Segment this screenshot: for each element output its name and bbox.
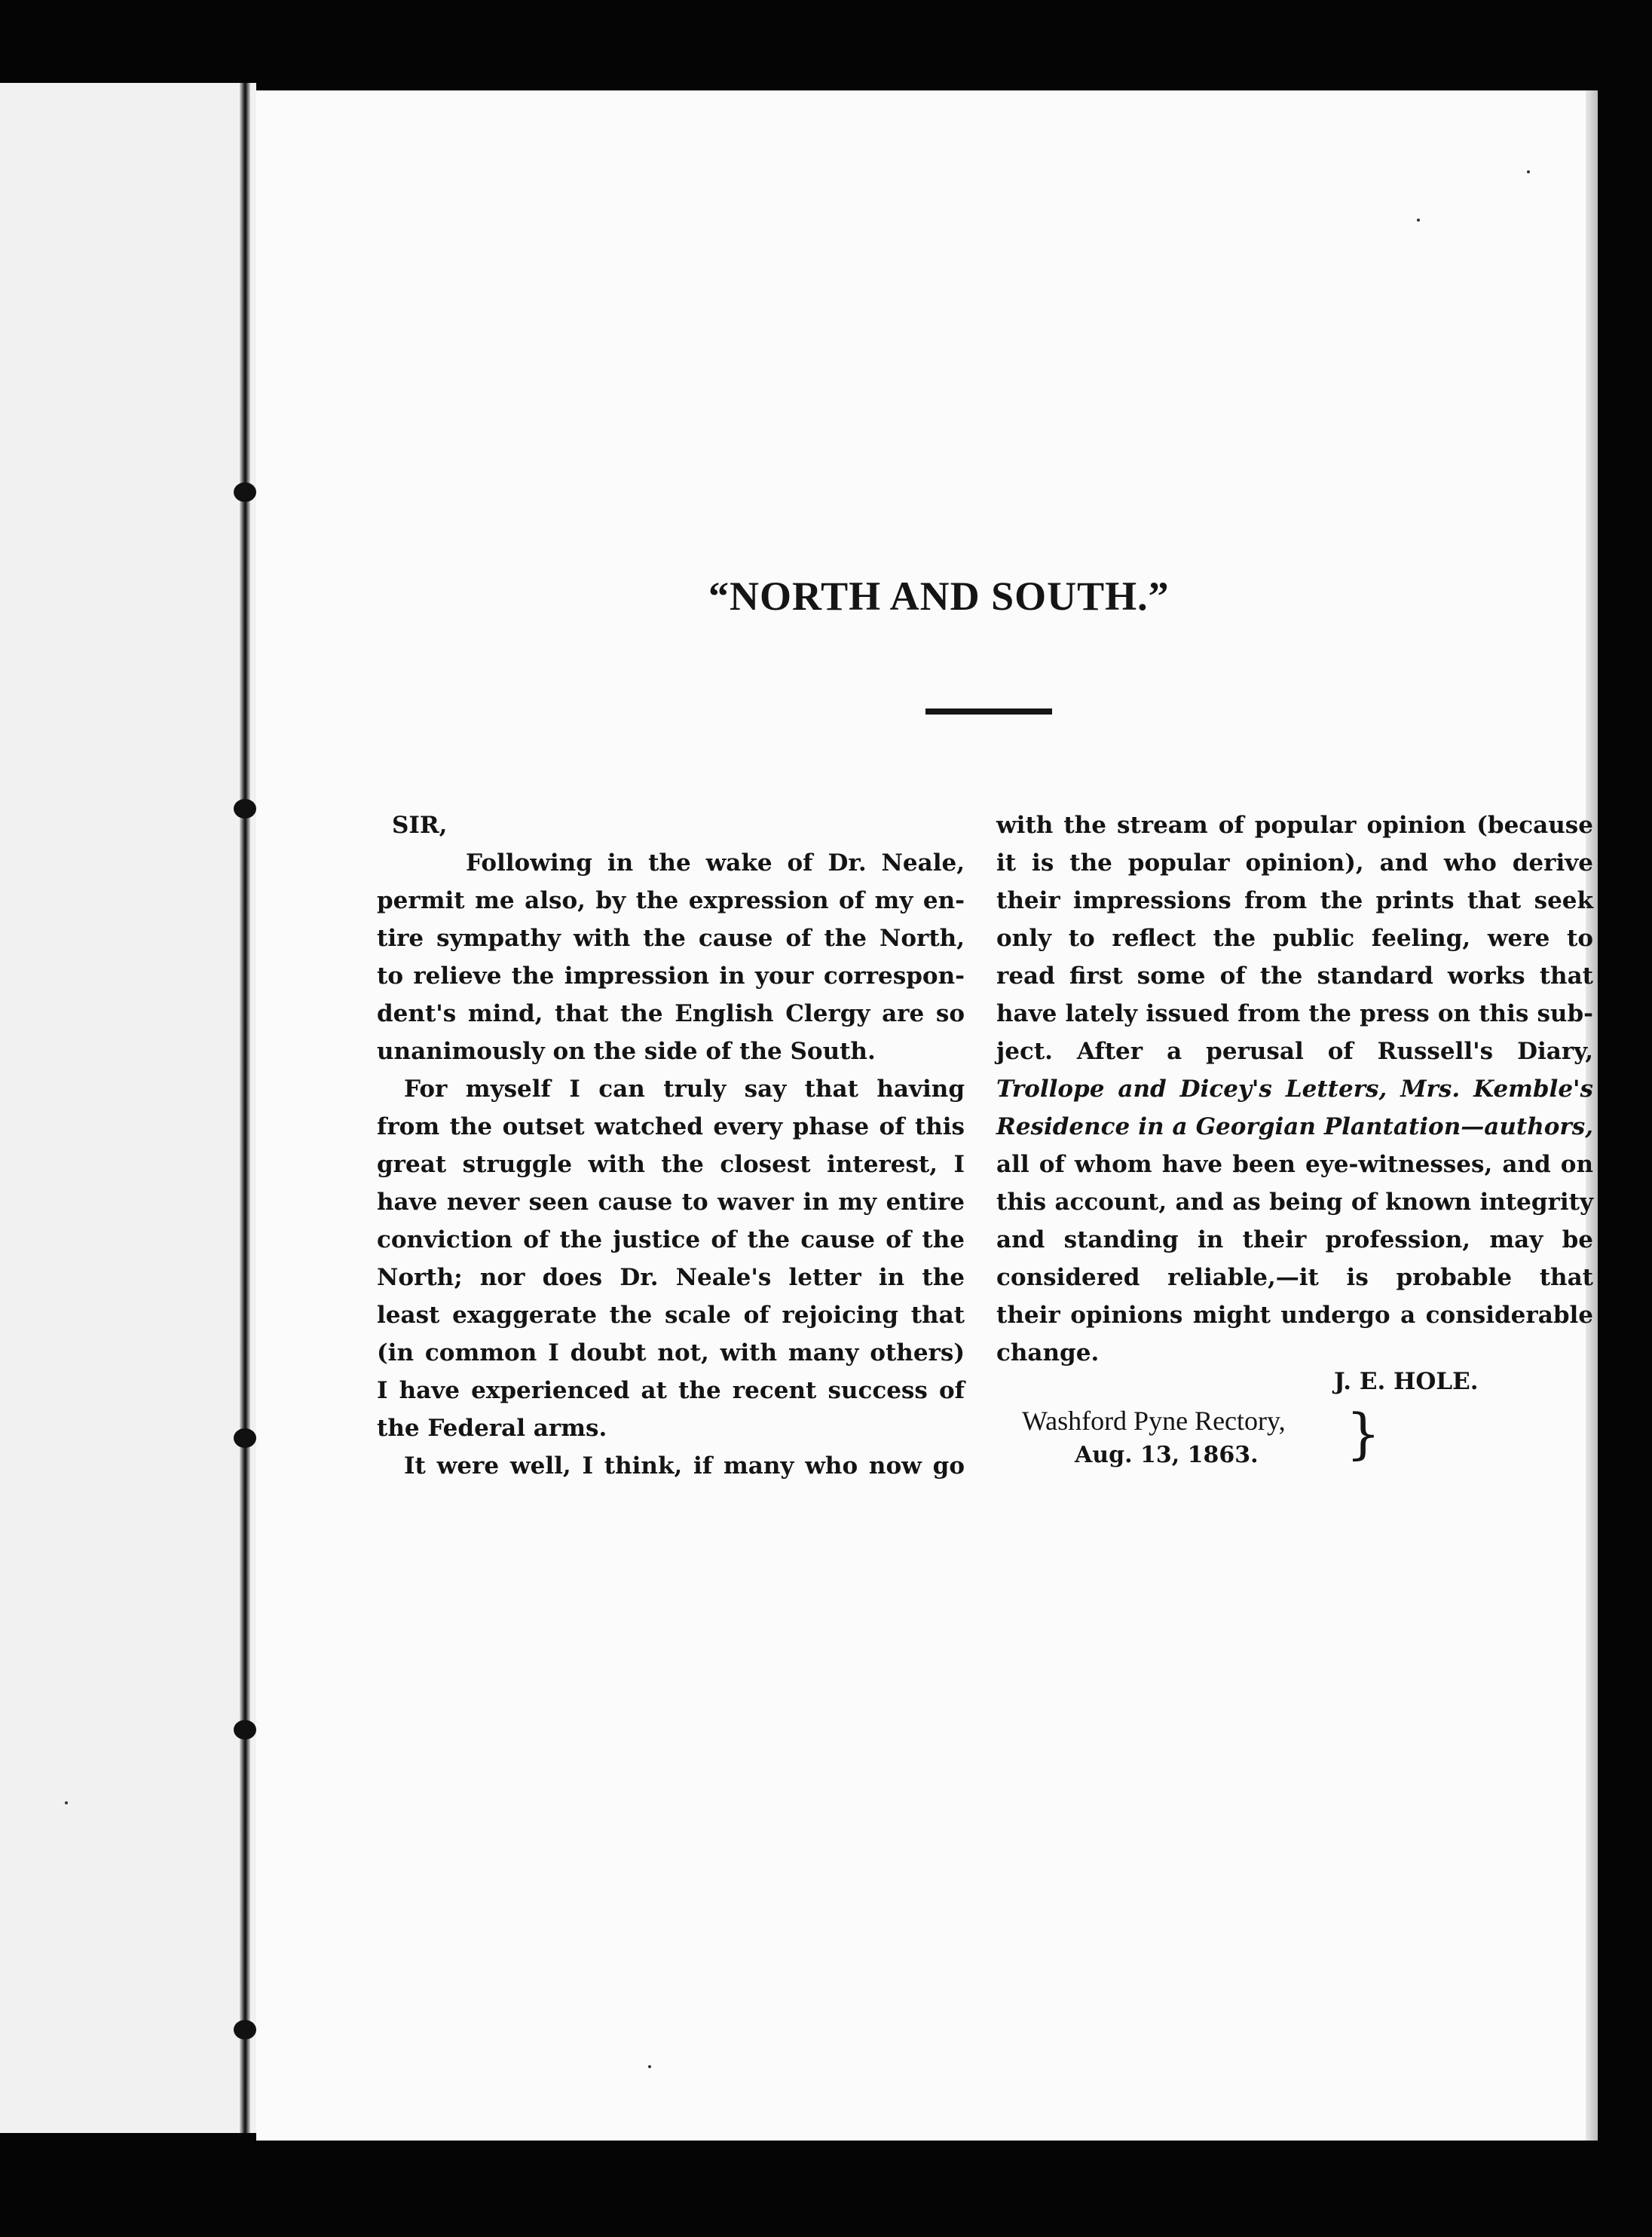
text-line: have lately issued from the press on this sub- [996,1000,1593,1027]
binding-stitch [234,799,256,819]
text-line: great struggle with the closest interest, I [377,1151,965,1178]
text-line: the Federal arms. [377,1415,607,1442]
title-rule [925,708,1052,715]
text-line: (in common I doubt not, with many others) [377,1339,965,1366]
right-column [996,806,1593,1372]
text-line: with the stream of popular opinion (because [996,812,1593,839]
text-line: and standing in their profession, may be [996,1226,1593,1253]
salutation: SIR, [392,812,448,839]
text-line: North; nor does Dr. Neale's letter in the [377,1264,965,1291]
binding-stitch [234,482,256,502]
text-line: conviction of the justice of the cause of the [377,1226,965,1253]
binding-spine [240,83,250,2133]
text-line: it is the popular opinion), and who derive [996,849,1593,877]
scan-speck [65,1801,68,1804]
text-line: considered reliable,—it is probable that [996,1264,1593,1291]
text-line: It were well, I think, if many who now go [404,1452,965,1480]
text-line: read first some of the standard works that [996,962,1593,990]
article-title: “NORTH AND SOUTH.” [708,574,1170,619]
text-line: ject. After a perusal of Russell's Diary, [996,1038,1593,1065]
brace-glyph: } [1346,1402,1381,1465]
text-line: Residence in a Georgian Plantation—authors, [996,1113,1593,1140]
binding-stitch [234,2020,256,2040]
text-line: all of whom have been eye-witnesses, and on [996,1151,1593,1178]
binding-stitch [234,1428,256,1448]
text-line: have never seen cause to waver in my entire [377,1189,965,1216]
text-line: permit me also, by the expression of my en- [377,887,965,914]
left-column [377,806,965,1485]
text-line: only to reflect the public feeling, were to [996,925,1593,952]
place-line: Washford Pyne Rectory, [1022,1406,1286,1436]
dateline [1022,1403,1286,1473]
text-line: least exaggerate the scale of rejoicing that [377,1302,965,1329]
binding-stitch [234,1720,256,1740]
date-line: Aug. 13, 1863. [1075,1442,1259,1468]
text-line: unanimously on the side of the South. [377,1038,876,1065]
text-line: tire sympathy with the cause of the North, [377,925,965,952]
text-line: Following in the wake of Dr. Neale, [466,849,965,877]
facing-page [0,83,256,2133]
text-line: this account, and as being of known integrity [996,1189,1593,1216]
text-line: I have experienced at the recent success of [377,1377,965,1404]
scan-speck [1527,170,1530,173]
signature: J. E. HOLE. [1334,1368,1479,1395]
text-line: dent's mind, that the English Clergy are so [377,1000,965,1027]
scan-speck [1417,219,1420,222]
text-line: from the outset watched every phase of this [377,1113,965,1140]
text-line: to relieve the impression in your correspon- [377,962,965,990]
text-line: their opinions might undergo a considerable [996,1302,1593,1329]
text-line: Trollope and Dicey's Letters, Mrs. Kemble's [996,1076,1593,1103]
text-line: their impressions from the prints that seek [996,887,1593,914]
text-line: For myself I can truly say that having [404,1076,965,1103]
text-line: change. [996,1339,1100,1366]
scan-speck [648,2065,651,2068]
